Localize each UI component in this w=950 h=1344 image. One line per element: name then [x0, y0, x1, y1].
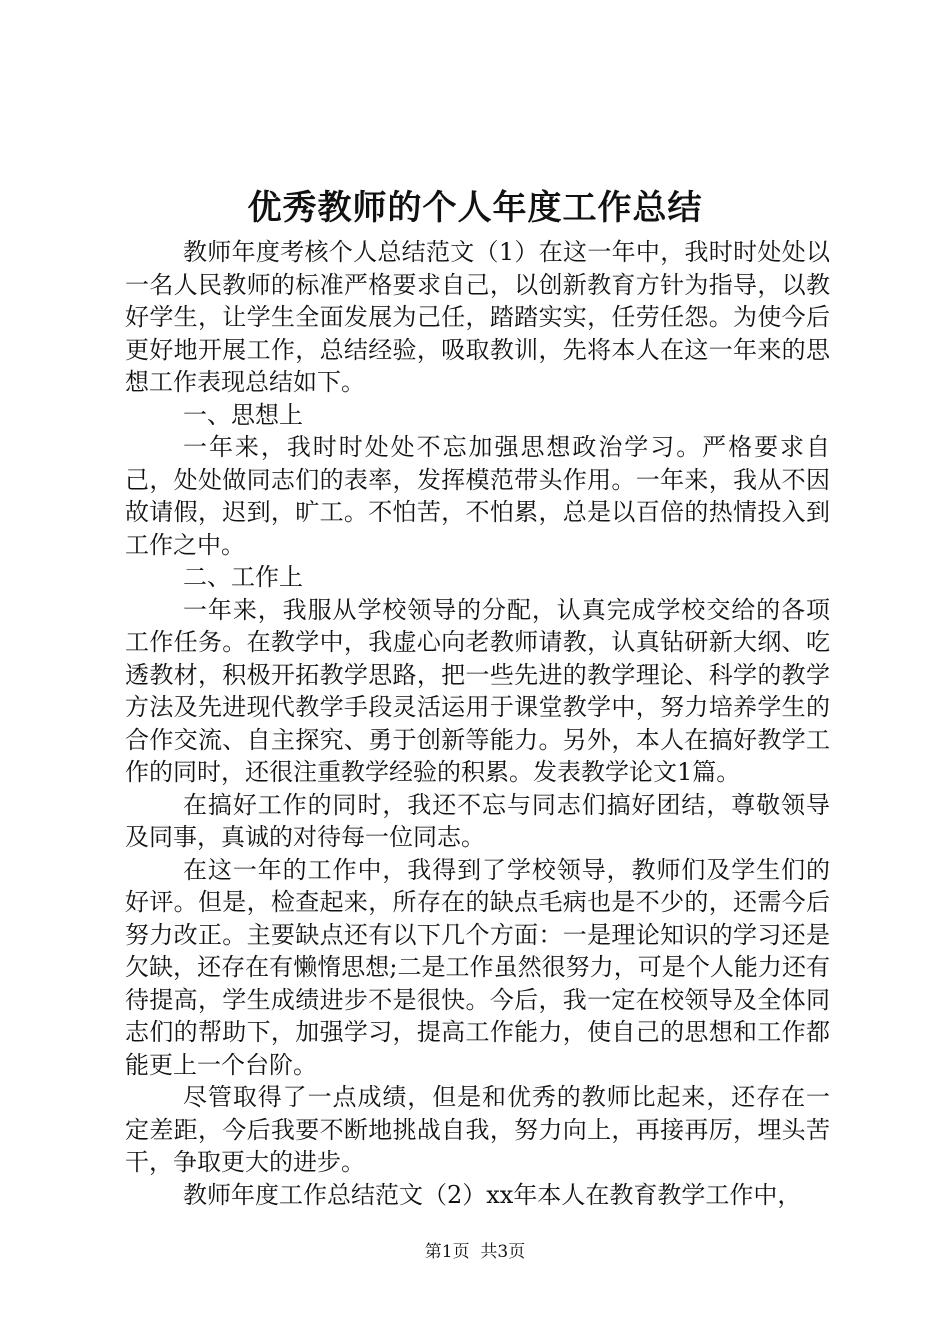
page-footer [0, 1240, 950, 1264]
paragraph-unity: 在搞好工作的同时，我还不忘与同志们搞好团结，尊敬领导及同事，真诚的对待每一位同志。 [125, 790, 830, 851]
paragraph-intro: 教师年度考核个人总结范文（1）在这一年中，我时时处处以一名人民教师的标准严格要求自己，以创新教育方针为指导，以教好学生，让学生全面发展为己任，踏踏实实，任劳任怨。为使今后更好地开展工作，总结经验，吸取教训，先将本人在这一年来的思想工作表现总结如下。 [125, 238, 830, 396]
document-title: 优秀教师的个人年度工作总结 [247, 188, 703, 228]
document-body [125, 236, 830, 1211]
paragraph-shortcomings: 在这一年的工作中，我得到了学校领导，教师们及学生们的好评。但是，检查起来，所存在的缺点毛病也是不少的，还需今后努力改正。主要缺点还有以下几个方面：一是理论知识的学习还是欠缺，还存在有懒惰思想;二是工作虽然很努力，可是个人能力还有待提高，学生成绩进步不是很快。今后，我一定在校领导及全体同志们的帮助下，加强学习，提高工作能力，使自己的思想和工作都能更上一个台阶。 [125, 855, 830, 1079]
heading-thought: 一、思想上 [183, 400, 303, 429]
page-total: 共3页 [480, 1242, 526, 1262]
page-number: 第1页 [424, 1242, 470, 1262]
paragraph-sample-two: 教师年度工作总结范文（2）xx年本人在教育教学工作中， [183, 1180, 802, 1209]
paragraph-work: 一年来，我服从学校领导的分配，认真完成学校交给的各项工作任务。在教学中，我虚心向老教师请教，认真钻研新大纲、吃透教材，积极开拓教学思路，把一些先进的教学理论、科学的教学方法及先进现代教学手段灵活运用于课堂教学中，努力培养学生的合作交流、自主探究、勇于创新等能力。另外，本人在搞好教学工作的同时，还很注重教学经验的积累。发表教学论文1篇。 [125, 595, 830, 786]
heading-work: 二、工作上 [183, 563, 303, 591]
paragraph-outlook: 尽管取得了一点成绩，但是和优秀的教师比起来，还存在一定差距，今后我要不断地挑战自我，努力向上，再接再厉，埋头苦干，争取更大的进步。 [125, 1083, 830, 1176]
footer-spacer [470, 1242, 481, 1262]
paragraph-thought: 一年来，我时时处处不忘加强思想政治学习。严格要求自己，处处做同志们的表率，发挥模范带头作用。一年来，我从不因故请假，迟到，旷工。不怕苦，不怕累，总是以百倍的热情投入到工作之中。 [125, 433, 830, 559]
